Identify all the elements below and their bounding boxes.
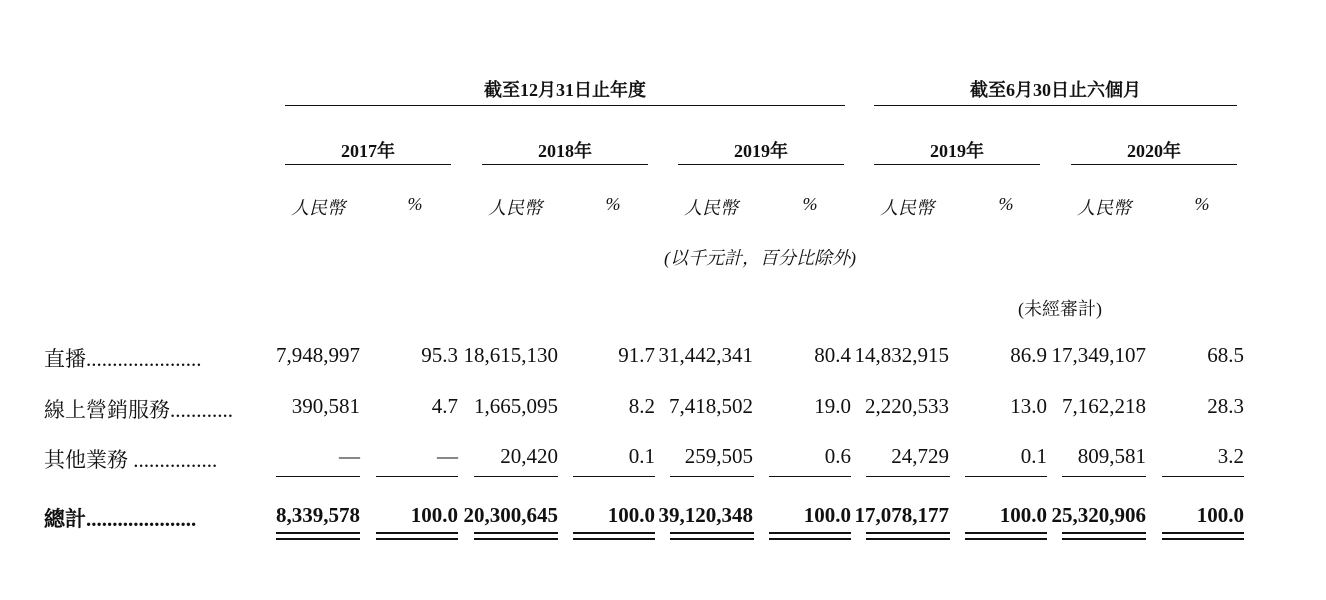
- table-cell: 0.1: [1020, 444, 1047, 468]
- year-rule: [678, 164, 844, 165]
- table-cell: 68.5: [1207, 343, 1244, 367]
- table-cell: 14,832,915: [854, 343, 949, 367]
- table-cell: 259,505: [684, 444, 753, 468]
- subtotal-rule: [965, 476, 1047, 477]
- table-cell: 2,220,533: [865, 394, 949, 418]
- year-header-2018: 2018年: [538, 141, 592, 161]
- table-cell: 28.3: [1207, 394, 1244, 418]
- total-double-rule: [276, 532, 360, 540]
- total-double-rule: [769, 532, 851, 540]
- subtotal-rule: [276, 476, 360, 477]
- unit-note: (以千元計，百分比除外): [664, 248, 856, 268]
- total-cell: 100.0: [607, 503, 655, 527]
- half-year-group-header: 截至6月30日止六個月: [970, 80, 1141, 100]
- table-cell: 19.0: [814, 394, 851, 418]
- subtotal-rule: [670, 476, 754, 477]
- percent-header: %: [802, 194, 818, 214]
- total-cell: 17,078,177: [854, 503, 949, 527]
- currency-header: 人民幣: [880, 198, 934, 218]
- table-cell: 1,665,095: [474, 394, 558, 418]
- subtotal-rule: [1062, 476, 1146, 477]
- row-label-other-business: 其他業務 ................: [44, 448, 218, 472]
- row-label-total: 總計.....................: [44, 507, 197, 531]
- percent-header: %: [998, 194, 1014, 214]
- year-end-group-header: 截至12月31日止年度: [484, 80, 646, 100]
- subtotal-rule: [1162, 476, 1244, 477]
- table-cell: 86.9: [1010, 343, 1047, 367]
- subtotal-rule: [474, 476, 558, 477]
- year-header-2020-h1: 2020年: [1127, 141, 1181, 161]
- subtotal-rule: [573, 476, 655, 477]
- table-cell: 7,162,218: [1062, 394, 1146, 418]
- table-cell: 4.7: [431, 394, 458, 418]
- unaudited-note: (未經審計): [1018, 299, 1102, 319]
- table-cell: 809,581: [1077, 444, 1146, 468]
- percent-header: %: [605, 194, 621, 214]
- total-double-rule: [573, 532, 655, 540]
- year-header-2017: 2017年: [341, 141, 395, 161]
- currency-header: 人民幣: [291, 198, 345, 218]
- row-label-online-marketing: 線上營銷服務............: [44, 398, 233, 422]
- table-cell: 17,349,107: [1051, 343, 1146, 367]
- year-rule: [874, 164, 1040, 165]
- subtotal-rule: [866, 476, 950, 477]
- total-double-rule: [474, 532, 558, 540]
- table-cell: 20,420: [500, 444, 558, 468]
- total-cell: 20,300,645: [463, 503, 558, 527]
- year-end-group-rule: [285, 105, 845, 106]
- table-cell: 24,729: [891, 444, 949, 468]
- table-cell: —: [437, 444, 458, 468]
- table-cell: 31,442,341: [658, 343, 753, 367]
- year-rule: [482, 164, 648, 165]
- total-double-rule: [1062, 532, 1146, 540]
- table-cell: 95.3: [421, 343, 458, 367]
- total-cell: 25,320,906: [1051, 503, 1146, 527]
- total-double-rule: [670, 532, 754, 540]
- total-double-rule: [965, 532, 1047, 540]
- table-cell: —: [339, 444, 360, 468]
- total-double-rule: [376, 532, 458, 540]
- table-cell: 0.1: [628, 444, 655, 468]
- half-year-group-rule: [874, 105, 1237, 106]
- table-cell: 390,581: [291, 394, 360, 418]
- table-cell: 7,948,997: [276, 343, 360, 367]
- total-cell: 100.0: [803, 503, 851, 527]
- total-cell: 100.0: [999, 503, 1047, 527]
- year-rule: [285, 164, 451, 165]
- row-label-live-streaming: 直播......................: [44, 347, 202, 371]
- total-cell: 39,120,348: [658, 503, 753, 527]
- table-cell: 91.7: [618, 343, 655, 367]
- percent-header: %: [407, 194, 423, 214]
- total-cell: 100.0: [410, 503, 458, 527]
- table-cell: 8.2: [628, 394, 655, 418]
- table-cell: 7,418,502: [669, 394, 753, 418]
- total-double-rule: [1162, 532, 1244, 540]
- percent-header: %: [1194, 194, 1210, 214]
- total-double-rule: [866, 532, 950, 540]
- year-rule: [1071, 164, 1237, 165]
- currency-header: 人民幣: [684, 198, 738, 218]
- year-header-2019: 2019年: [734, 141, 788, 161]
- subtotal-rule: [376, 476, 458, 477]
- subtotal-rule: [769, 476, 851, 477]
- currency-header: 人民幣: [488, 198, 542, 218]
- table-cell: 18,615,130: [463, 343, 558, 367]
- total-cell: 100.0: [1196, 503, 1244, 527]
- total-cell: 8,339,578: [276, 503, 360, 527]
- currency-header: 人民幣: [1077, 198, 1131, 218]
- year-header-2019-h1: 2019年: [930, 141, 984, 161]
- table-cell: 0.6: [824, 444, 851, 468]
- table-cell: 13.0: [1010, 394, 1047, 418]
- table-cell: 3.2: [1217, 444, 1244, 468]
- table-cell: 80.4: [814, 343, 851, 367]
